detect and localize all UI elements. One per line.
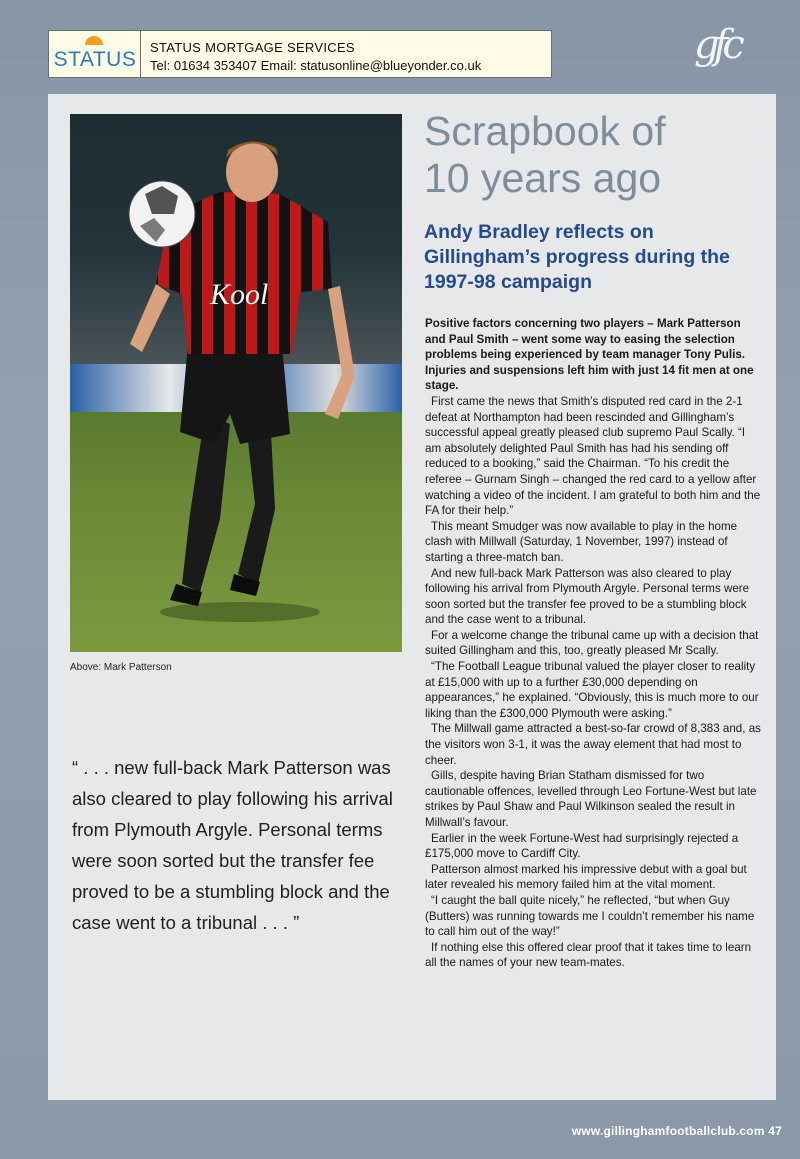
article-paragraph: For a welcome change the tribunal came up with a decision that suited Gillingham and this, too, greatly pleased Mr Scally. [425, 628, 759, 658]
sun-icon [85, 36, 103, 45]
article-paragraph: “The Football League tribunal valued the player closer to reality at £15,000 with up to a further £30,000 depending on appearances,” he explained. “Obviously, this is much more to our liking than the £300,000 Plymouth were asking.” [425, 660, 759, 720]
player-photo [70, 114, 402, 652]
article-paragraph: The Millwall game attracted a best-so-far crowd of 8,383 and, as the visitors won 3-1, it was the away element that had most to cheer. [425, 722, 761, 767]
club-monogram-logo: gfc [694, 22, 739, 68]
article-paragraph: Earlier in the week Fortune-West had surprisingly rejected a £175,000 move to Cardiff City. [425, 831, 739, 861]
shirt-sponsor-text: Kool [210, 278, 269, 311]
article-body [425, 316, 761, 971]
pull-quote: “ . . . new full-back Mark Patterson was also cleared to play following his arrival from Plymouth Argyle. Personal terms were soon sorted but the transfer fee proved to be a stumbling block and the case went to a tribunal . . . ” [72, 757, 393, 933]
sponsor-name: STATUS MORTGAGE SERVICES [150, 40, 355, 55]
headline-line-2: 10 years ago [424, 155, 662, 201]
photo-caption: Above: Mark Patterson [70, 662, 172, 673]
article-headline [424, 108, 764, 202]
sponsor-banner [48, 30, 552, 78]
article-paragraph: And new full-back Mark Patterson was also cleared to play following his arrival from Plymouth Argyle. Personal terms were soon sorted but the transfer fee proved to be a stumbling block and the case went to a tribunal. [425, 566, 750, 627]
article-paragraph: This meant Smudger was now available to play in the home clash with Millwall (Saturday, 1 November, 1997) instead of starting a three-match ban. [425, 519, 738, 564]
article-paragraph: Gills, despite having Brian Statham dismissed for two cautionable offences, levelled through Leo Fortune-West but late strikes by Paul Shaw and Paul Wilkinson sealed the result in Millwall’s favour. [425, 769, 757, 829]
sponsor-contact: Tel: 01634 353407 Email: statusonline@blueyonder.co.uk [150, 58, 482, 73]
article-paragraph: First came the news that Smith’s disputed red card in the 2-1 defeat at Northampton had been rescinded and Gillingham’s successful appeal greatly pleased club supremo Paul Scally. “I am absolutely delighted Paul Smith has had his sending off reduced to a booking,” said the Chairman. “To his credit the referee – Gurnam Singh – changed the red card to a yellow after watching a video of the incident. I am grateful to both him and the FA for their help.” [425, 394, 761, 518]
article-intro: Positive factors concerning two players – Mark Patterson and Paul Smith – went some way to easing the selection problems being experienced by team manager Tony Pulis. Injuries and suspensions left him with just 14 fit men at one stage. [425, 317, 754, 393]
headline-line-1: Scrapbook of [424, 108, 666, 154]
article-paragraph: Patterson almost marked his impressive debut with a goal but later revealed his memory failed him at the vital moment. [425, 862, 747, 892]
footer-website-page-number[interactable]: www.gillinghamfootballclub.com 47 [571, 1124, 782, 1138]
sponsor-logo-text: STATUS [53, 48, 137, 71]
article-paragraph: If nothing else this offered clear proof that it takes time to learn all the names of your new team-mates. [425, 940, 752, 970]
article-standfirst: Andy Bradley reflects on Gillingham’s progress during the 1997-98 campaign [424, 221, 730, 293]
sponsor-logo [49, 31, 141, 77]
player-figure [70, 114, 402, 652]
article-paragraph: “I caught the ball quite nicely,” he reflected, “but when Guy (Butters) was running towards me I couldn’t remember his name to call him out of the way!” [425, 893, 755, 939]
